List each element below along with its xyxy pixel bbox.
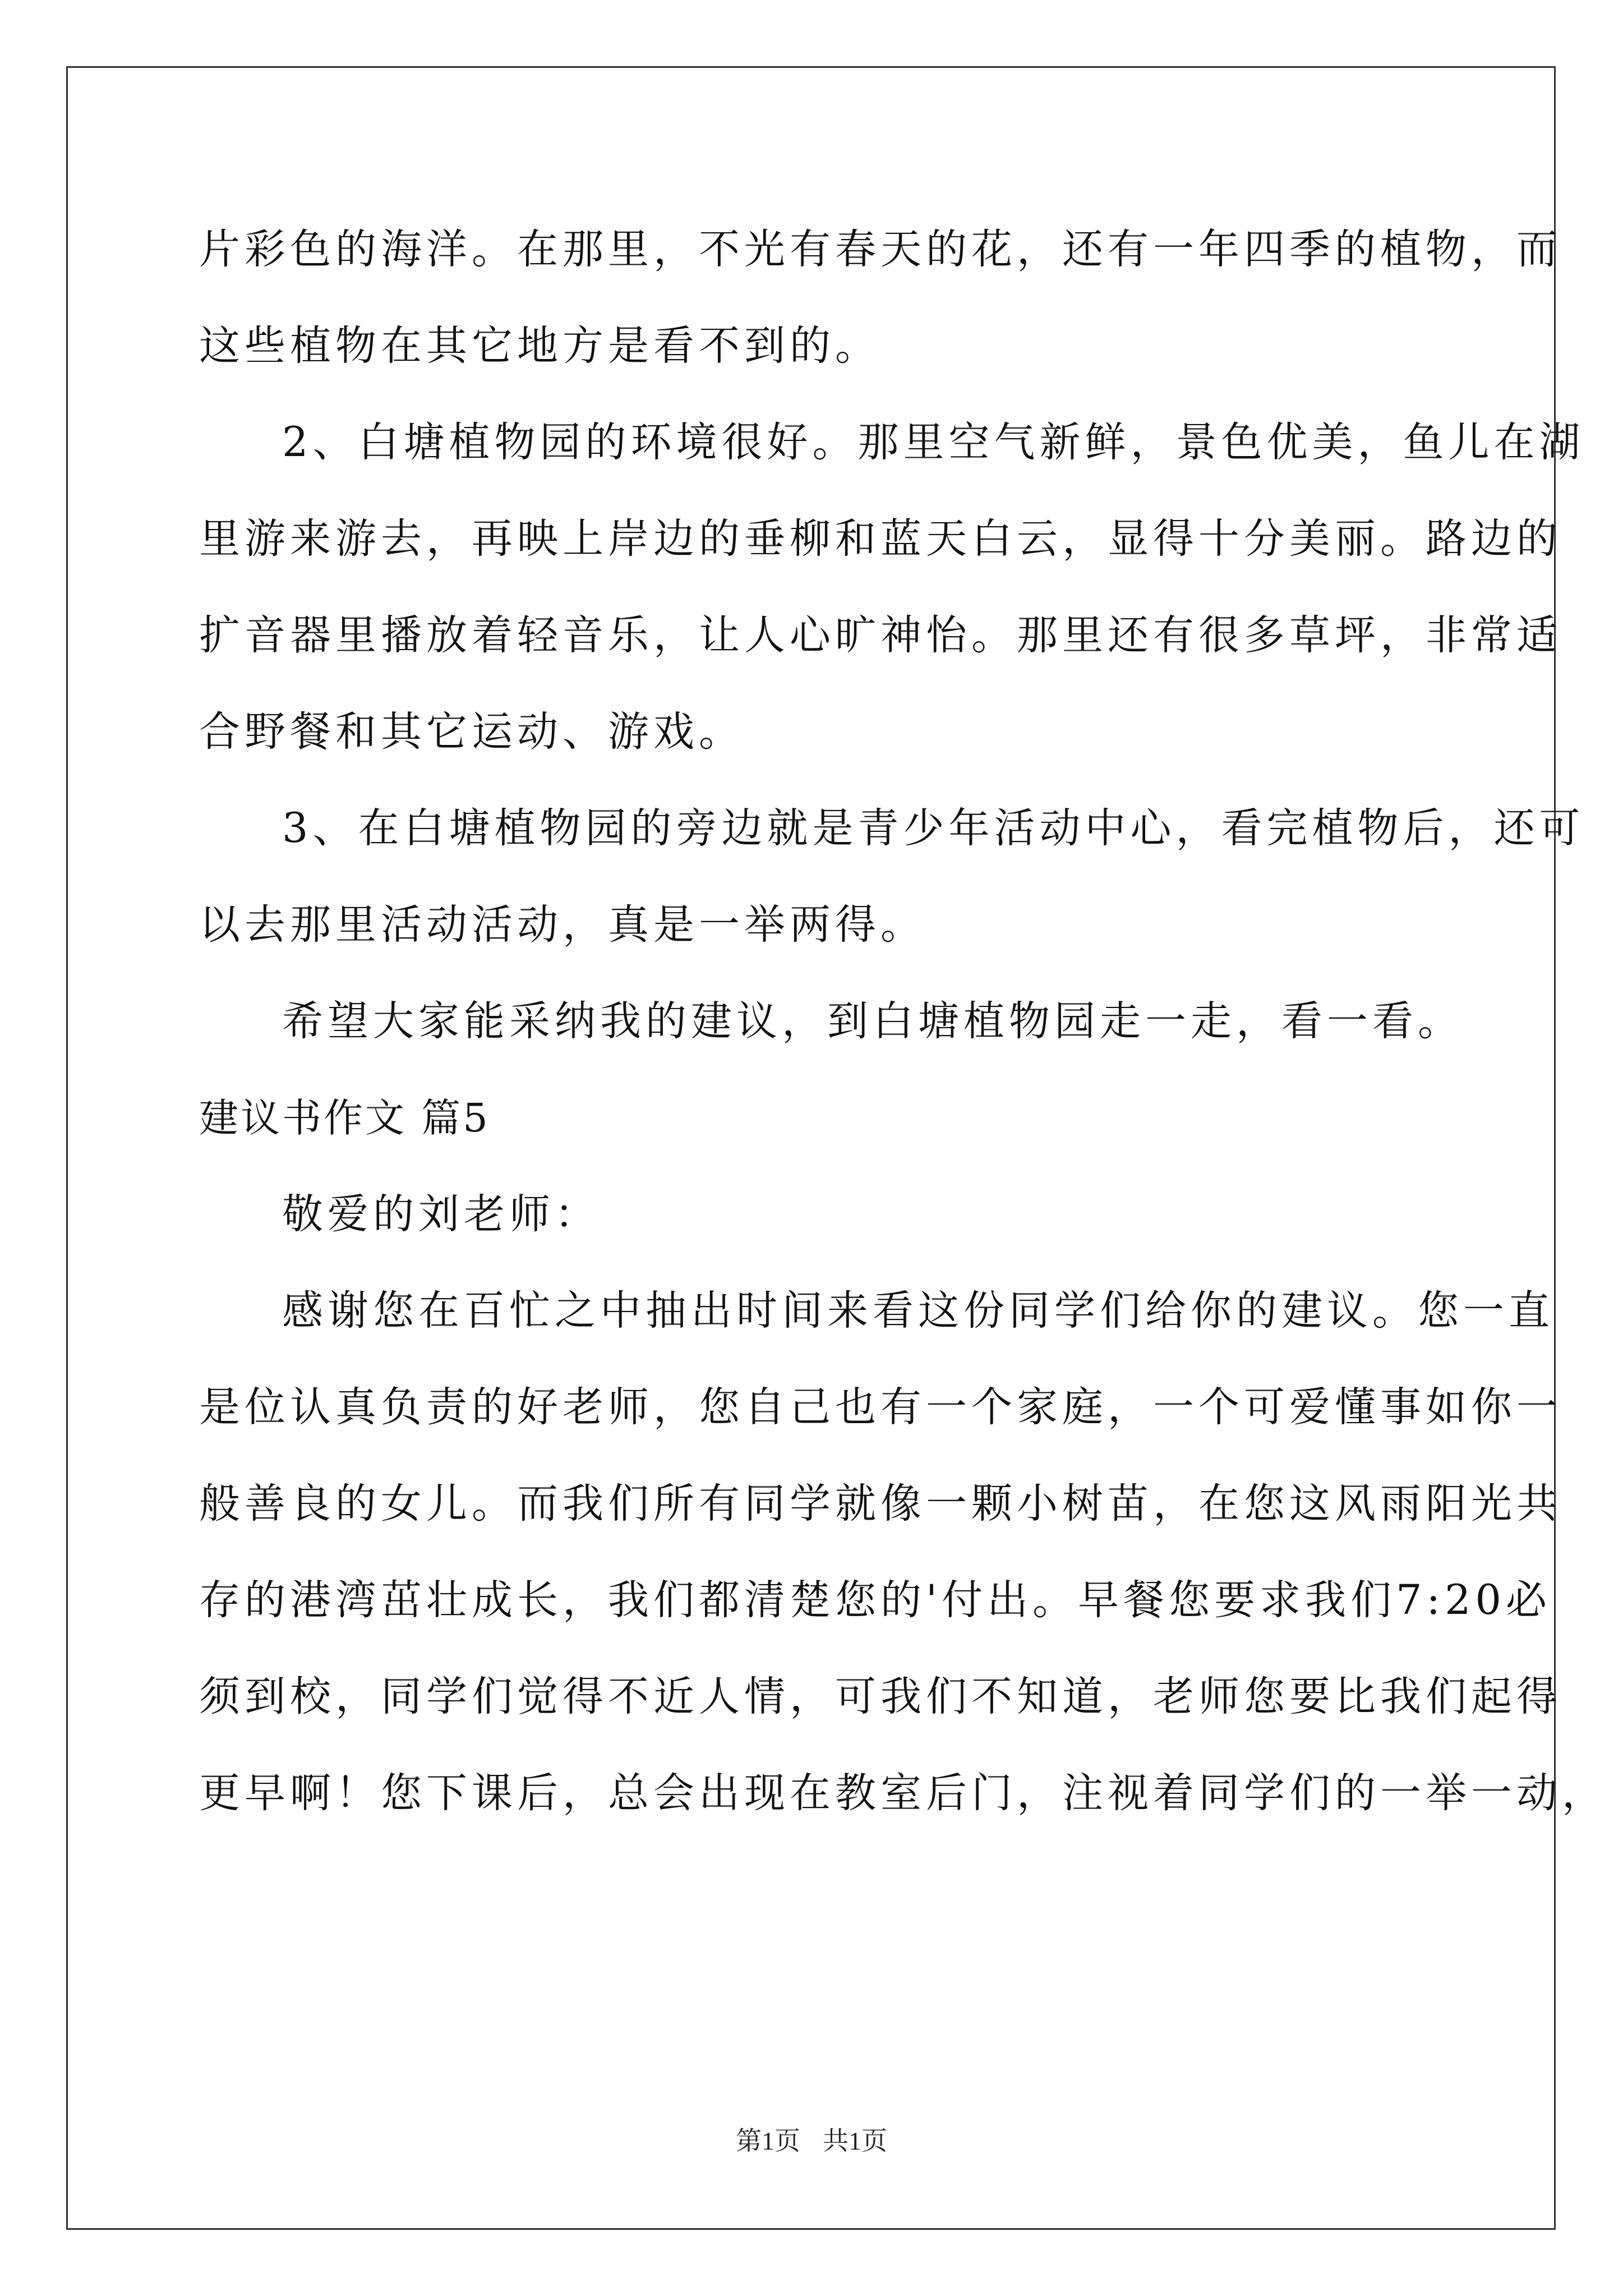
text-line: 须到校，同学们觉得不近人情，可我们不知道，老师您要比我们起得 — [199, 1673, 1562, 1720]
page-number: 第1页 — [736, 2127, 800, 2155]
text-line: 这些植物在其它地方是看不到的。 — [199, 322, 880, 370]
text-line: 般善良的女儿。而我们所有同学就像一颗小树苗，在您这风雨阳光共 — [199, 1480, 1562, 1527]
page-footer — [0, 2120, 1623, 2157]
text-line: 感谢您在百忙之中抽出时间来看这份同学们给你的建议。您一直 — [282, 1287, 1554, 1335]
text-line: 合野餐和其它运动、游戏。 — [199, 708, 744, 756]
text-line: 里游来游去，再映上岸边的垂柳和蓝天白云，显得十分美丽。路边的 — [199, 515, 1562, 563]
text-line: 存的港湾茁壮成长，我们都清楚您的'付出。早餐您要求我们7:20必 — [199, 1576, 1551, 1624]
text-line: 片彩色的海洋。在那里，不光有春天的花，还有一年四季的植物，而 — [199, 226, 1562, 273]
text-line: 希望大家能采纳我的建议，到白塘植物园走一走，看一看。 — [282, 997, 1463, 1045]
text-line: 是位认真负责的好老师，您自己也有一个家庭，一个可爱懂事如你一 — [199, 1383, 1562, 1431]
text-line: 扩音器里播放着轻音乐，让人心旷神怡。那里还有很多草坪，非常适 — [199, 611, 1562, 659]
text-line: 更早啊！您下课后，总会出现在教室后门，注视着同学们的一举一动， — [199, 1769, 1607, 1817]
salutation: 敬爱的刘老师： — [282, 1190, 600, 1238]
page-total: 共1页 — [823, 2127, 887, 2155]
section-heading: 建议书作文 篇5 — [199, 1095, 490, 1141]
text-line: 2、白塘植物园的环境很好。那里空气新鲜，景色优美，鱼儿在湖 — [282, 418, 1585, 466]
text-line: 以去那里活动活动，真是一举两得。 — [199, 901, 926, 949]
text-line: 3、在白塘植物园的旁边就是青少年活动中心，看完植物后，还可 — [282, 804, 1585, 852]
